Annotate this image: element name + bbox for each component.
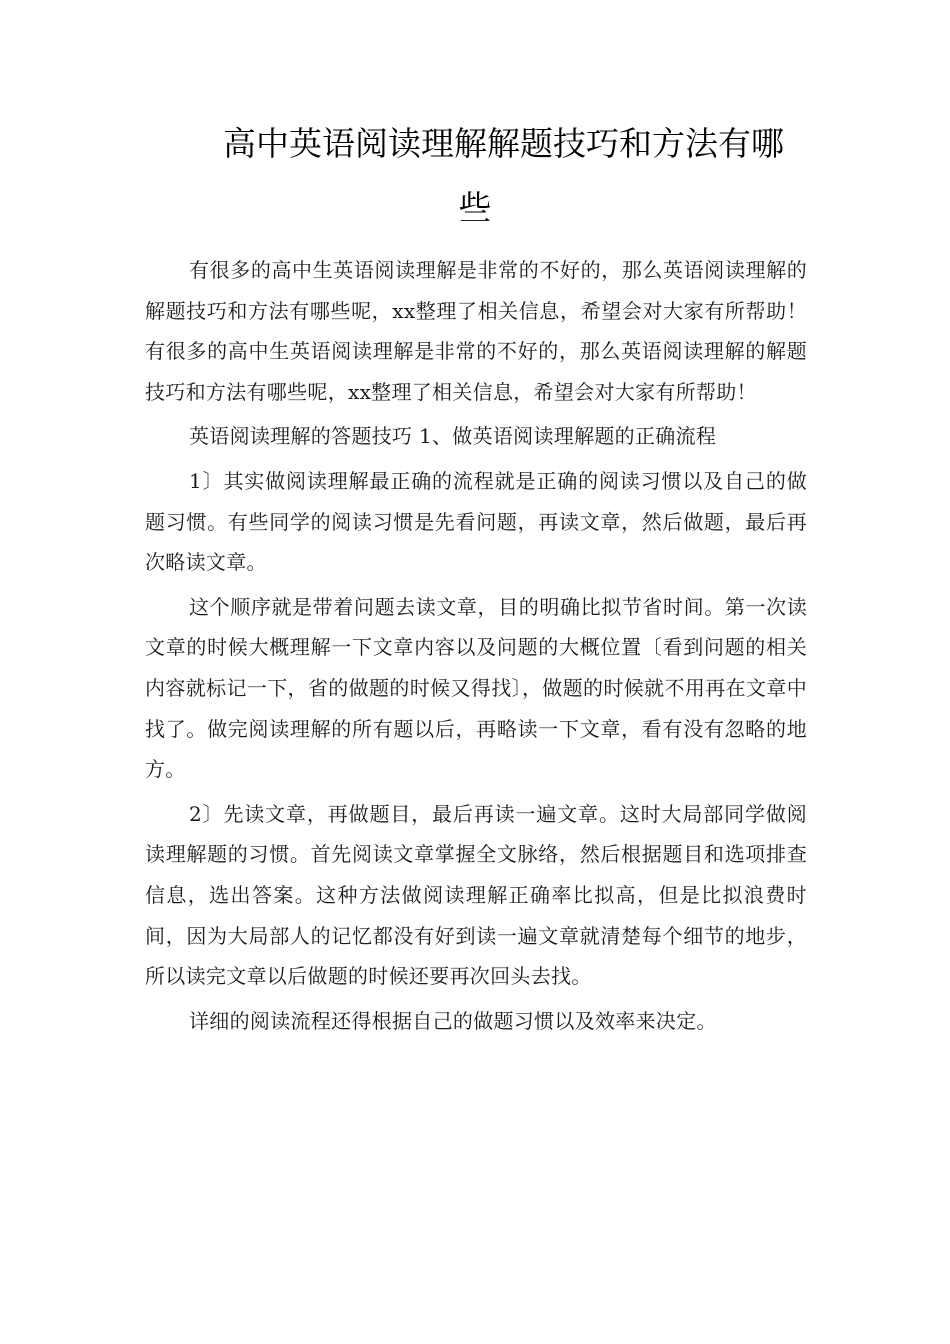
paragraph-step-1-detail: 这个顺序就是带着问题去读文章，目的明确比拟节省时间。第一次读文章的时候大概理解一下文章内容以及问题的大概位置〔看到问题的相关内容就标记一下，省的做题的时候又得找〕，做题的时候就不用再在文章中找了。做完阅读理解的所有题以后，再略读一下文章，看有没有忽略的地方。 xyxy=(145,594,807,782)
paragraph-step-2: 2〕先读文章，再做题目，最后再读一遍文章。这时大局部同学做阅读理解题的习惯。首先阅读文章掌握全文脉络，然后根据题目和选项排查信息，选出答案。这种方法做阅读理解正确率比拟高，但是比拟浪费时间，因为大局部人的记忆都没有好到读一遍文章就清楚每个细节的地步，所以读完文章以后做题的时候还要再次回头去找。 xyxy=(145,801,807,989)
title-line-1: 高中英语阅读理解解题技巧和方法有哪 xyxy=(223,124,784,163)
title-line-2: 些 xyxy=(458,188,492,227)
paragraph-conclusion: 详细的阅读流程还得根据自己的做题习惯以及效率来决定。 xyxy=(189,1008,717,1033)
paragraph-intro: 有很多的高中生英语阅读理解是非常的不好的，那么英语阅读理解的解题技巧和方法有哪些呢，xx整理了相关信息，希望会对大家有所帮助！有很多的高中生英语阅读理解是非常的不好的，那么英语阅读理解的解题技巧和方法有哪些呢，xx整理了相关信息，希望会对大家有所帮助！ xyxy=(145,258,807,404)
document-body xyxy=(145,250,807,1041)
paragraph-section-heading: 英语阅读理解的答题技巧 1、做英语阅读理解题的正确流程 xyxy=(189,424,717,449)
document-title xyxy=(145,112,805,240)
paragraph-step-1: 1〕其实做阅读理解最正确的流程就是正确的阅读习惯以及自己的做题习惯。有些同学的阅读习惯是先看问题，再读文章，然后做题，最后再次略读文章。 xyxy=(145,468,807,575)
